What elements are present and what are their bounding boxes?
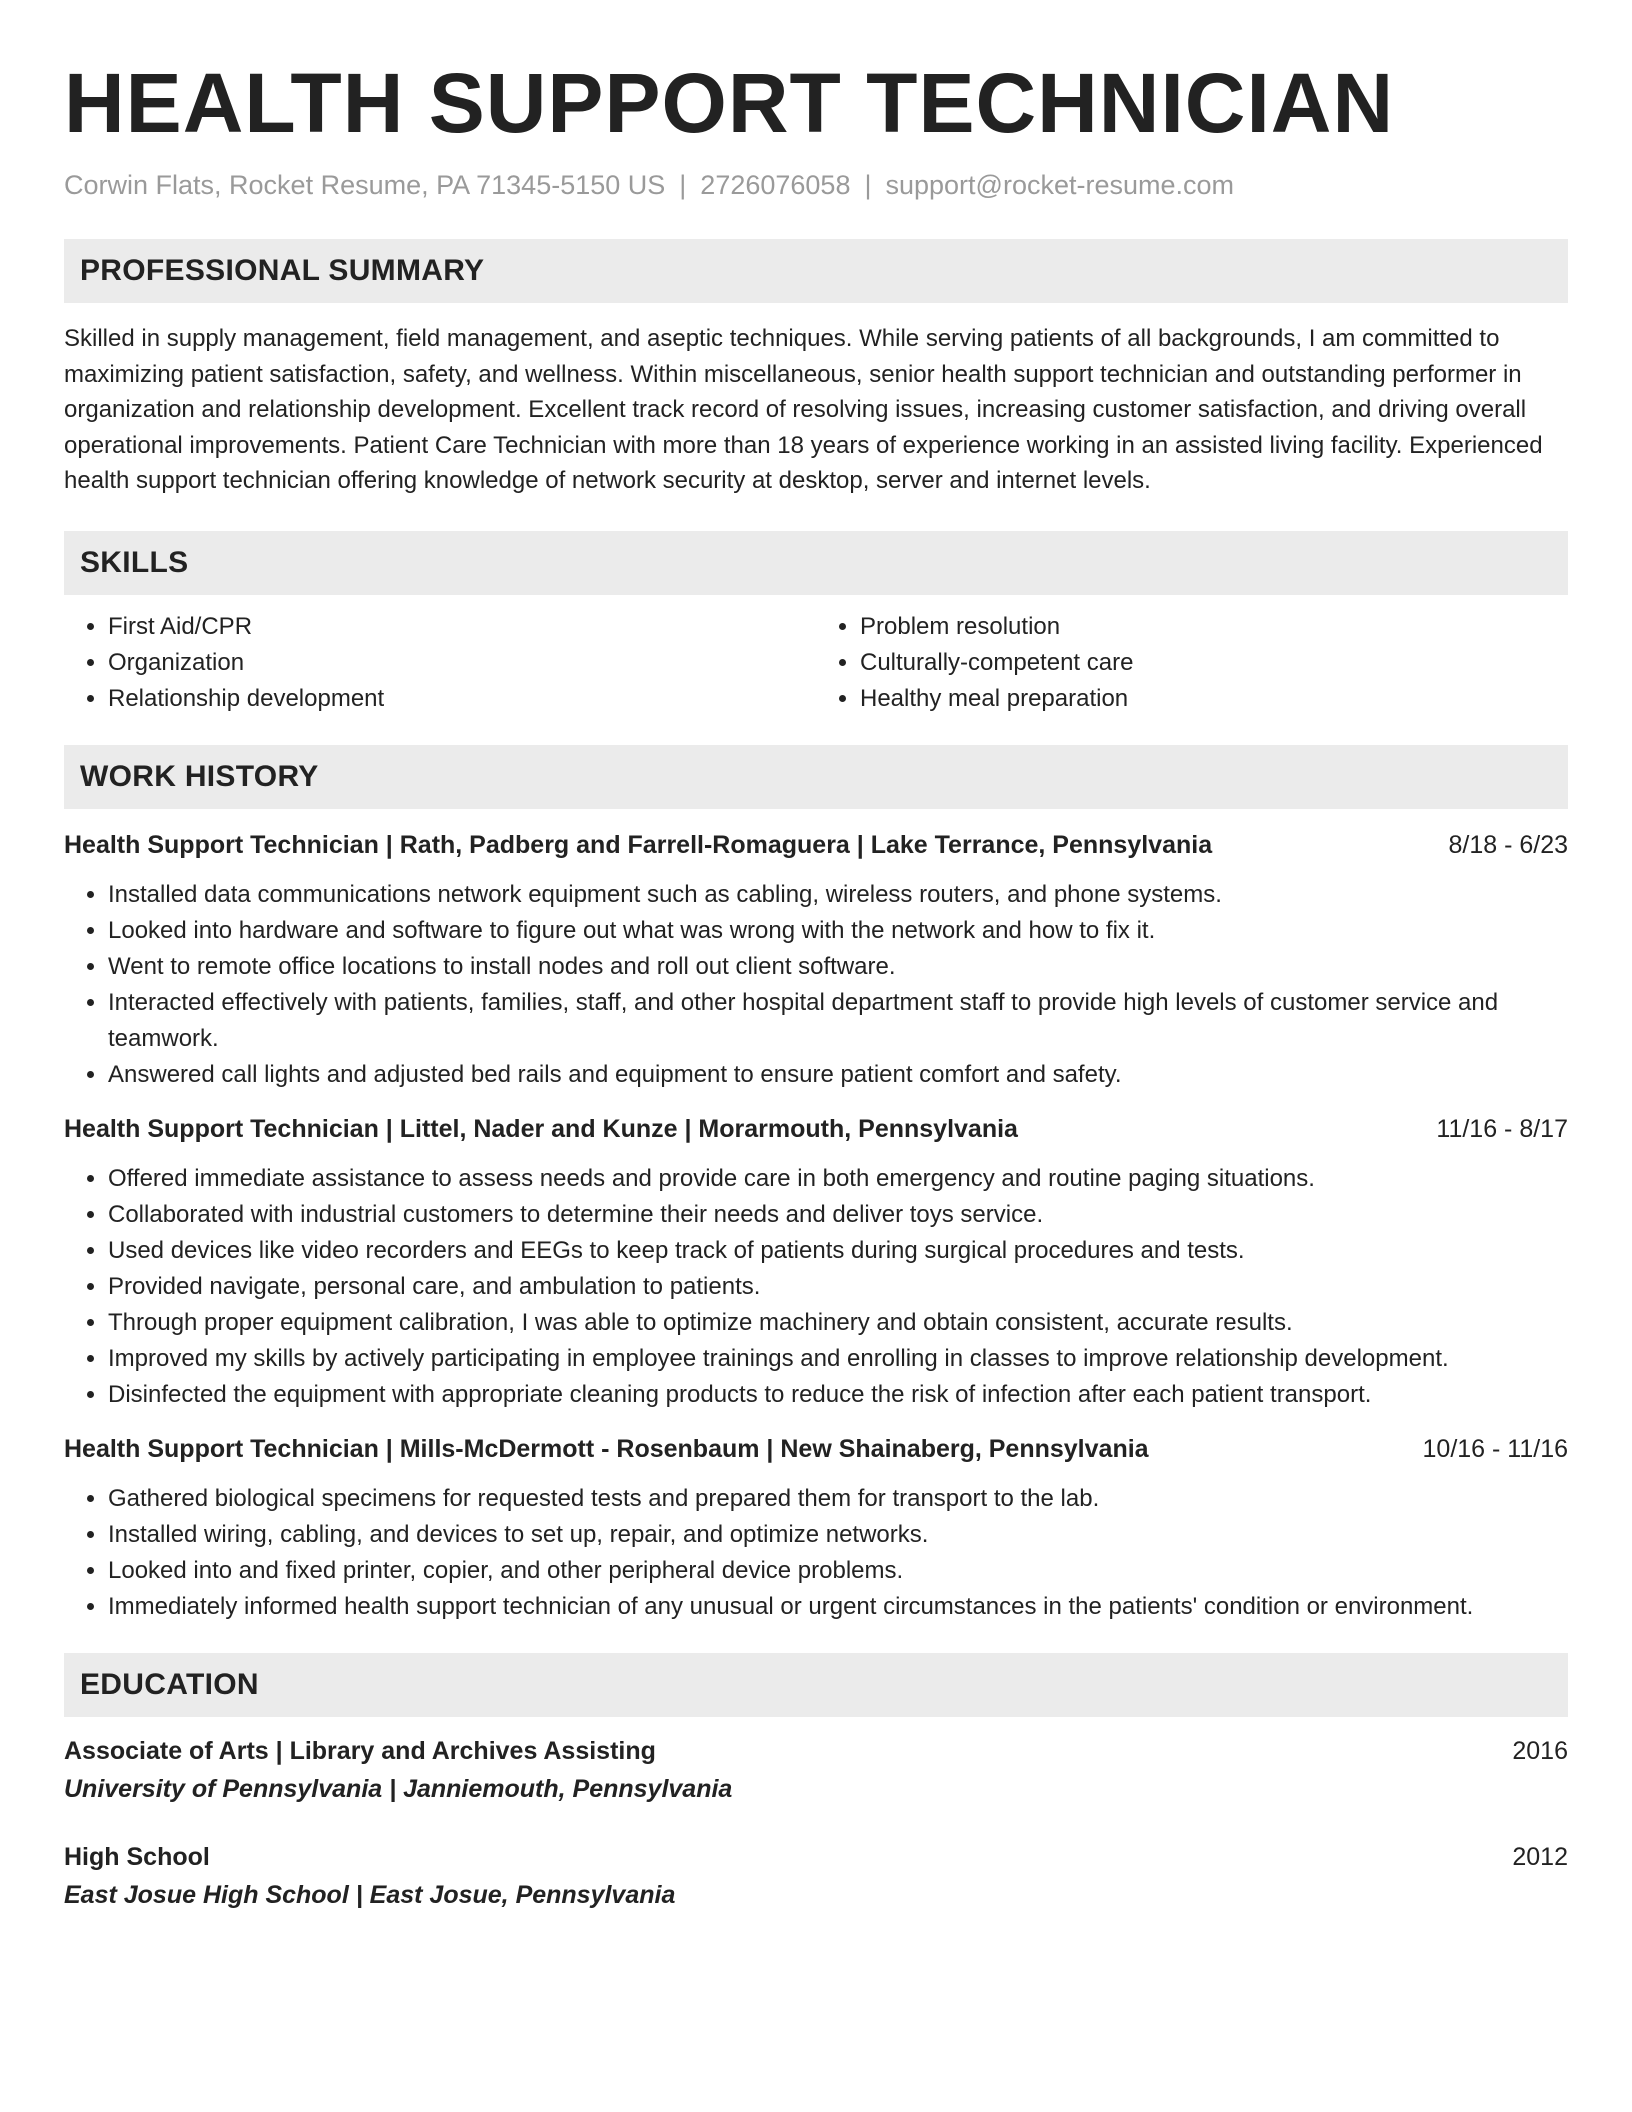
job-bullet: • Improved my skills by actively participating in employee trainings and enrolling in classes to improve relationship development. <box>108 1341 1568 1377</box>
work-history-heading: WORK HISTORY <box>64 745 1568 809</box>
skill-item: • Organization <box>108 645 816 681</box>
job-bullets <box>64 1481 1568 1625</box>
job-bullet: • Used devices like video recorders and EEGs to keep track of patients during surgical procedures and tests. <box>108 1233 1568 1269</box>
contact-separator: | <box>679 170 687 200</box>
job-bullet: • Installed data communications network equipment such as cabling, wireless routers, and phone systems. <box>108 877 1568 913</box>
job-entry <box>64 827 1568 1093</box>
skill-item: • Relationship development <box>108 681 816 717</box>
education-header <box>64 1839 1568 1875</box>
summary-text: Skilled in supply management, field management, and aseptic techniques. While serving patients of all backgrounds, I am committed to maximizing patient satisfaction, safety, and wellness. Within miscellaneous, senior health support technician and outstanding performer in organization and relationship development. Excellent track record of resolving issues, increasing customer satisfaction, and driving overall operational improvements. Patient Care Technician with more than 18 years of experience working in an assisted living facility. Experienced health support technician offering knowledge of network security at desktop, server and internet levels. <box>64 325 1543 494</box>
skill-item: • Culturally-competent care <box>860 645 1568 681</box>
job-bullet: • Interacted effectively with patients, families, staff, and other hospital department staff to provide high levels of customer service and teamwork. <box>108 985 1568 1057</box>
summary-heading: PROFESSIONAL SUMMARY <box>64 239 1568 303</box>
job-bullet: • Answered call lights and adjusted bed rails and equipment to ensure patient comfort and safety. <box>108 1057 1568 1093</box>
job-entry <box>64 1431 1568 1625</box>
education-year: 2016 <box>1512 1736 1568 1765</box>
job-bullet: • Installed wiring, cabling, and devices to set up, repair, and optimize networks. <box>108 1517 1568 1553</box>
job-bullet: • Looked into hardware and software to figure out what was wrong with the network and how to fix it. <box>108 913 1568 949</box>
job-dates: 11/16 - 8/17 <box>1436 1114 1568 1143</box>
job-bullet: • Gathered biological specimens for requested tests and prepared them for transport to the lab. <box>108 1481 1568 1517</box>
job-bullet: • Immediately informed health support technician of any unusual or urgent circumstances in the patients' condition or environment. <box>108 1589 1568 1625</box>
skills-heading: SKILLS <box>64 531 1568 595</box>
contact-address: Corwin Flats, Rocket Resume, PA 71345-5150 US <box>64 170 666 200</box>
job-bullets <box>64 1161 1568 1413</box>
education-heading: EDUCATION <box>64 1653 1568 1717</box>
contact-separator: | <box>864 170 872 200</box>
skills-column-left <box>64 609 816 717</box>
education-school: University of Pennsylvania | Janniemouth, Pennsylvania <box>64 1774 733 1803</box>
skill-item: • Healthy meal preparation <box>860 681 1568 717</box>
job-dates: 8/18 - 6/23 <box>1448 830 1568 859</box>
job-bullet: • Disinfected the equipment with appropriate cleaning products to reduce the risk of infection after each patient transport. <box>108 1377 1568 1413</box>
education-entry <box>64 1839 1568 1915</box>
education-year: 2012 <box>1512 1842 1568 1871</box>
job-header <box>64 1431 1568 1467</box>
job-bullets <box>64 877 1568 1093</box>
job-title: Health Support Technician | Rath, Padberg and Farrell-Romaguera | Lake Terrance, Pennsylvania <box>64 830 1213 859</box>
skills-list <box>64 609 1568 717</box>
job-bullet: • Looked into and fixed printer, copier, and other peripheral device problems. <box>108 1553 1568 1589</box>
job-bullet: • Went to remote office locations to install nodes and roll out client software. <box>108 949 1568 985</box>
education-degree: High School <box>64 1842 210 1871</box>
job-title: Health Support Technician | Littel, Nader and Kunze | Morarmouth, Pennsylvania <box>64 1114 1018 1143</box>
education-entry <box>64 1733 1568 1809</box>
job-entry <box>64 1111 1568 1413</box>
candidate-name: HEALTH SUPPORT TECHNICIAN <box>64 56 1395 150</box>
job-header <box>64 827 1568 863</box>
education-header <box>64 1733 1568 1769</box>
education-degree: Associate of Arts | Library and Archives Assisting <box>64 1736 656 1765</box>
skill-item: • Problem resolution <box>860 609 1568 645</box>
job-bullet: • Offered immediate assistance to assess needs and provide care in both emergency and routine paging situations. <box>108 1161 1568 1197</box>
contact-line <box>64 170 1568 201</box>
job-bullet: • Provided navigate, personal care, and ambulation to patients. <box>108 1269 1568 1305</box>
contact-phone: 2726076058 <box>700 170 851 200</box>
skill-item: • First Aid/CPR <box>108 609 816 645</box>
job-bullet: • Through proper equipment calibration, I was able to optimize machinery and obtain consistent, accurate results. <box>108 1305 1568 1341</box>
contact-email: support@rocket-resume.com <box>885 170 1235 200</box>
job-title: Health Support Technician | Mills-McDermott - Rosenbaum | New Shainaberg, Pennsylvania <box>64 1434 1149 1463</box>
job-dates: 10/16 - 11/16 <box>1422 1434 1568 1463</box>
education-school: East Josue High School | East Josue, Pennsylvania <box>64 1880 676 1909</box>
job-header <box>64 1111 1568 1147</box>
job-bullet: • Collaborated with industrial customers to determine their needs and deliver toys service. <box>108 1197 1568 1233</box>
skills-column-right <box>816 609 1568 717</box>
